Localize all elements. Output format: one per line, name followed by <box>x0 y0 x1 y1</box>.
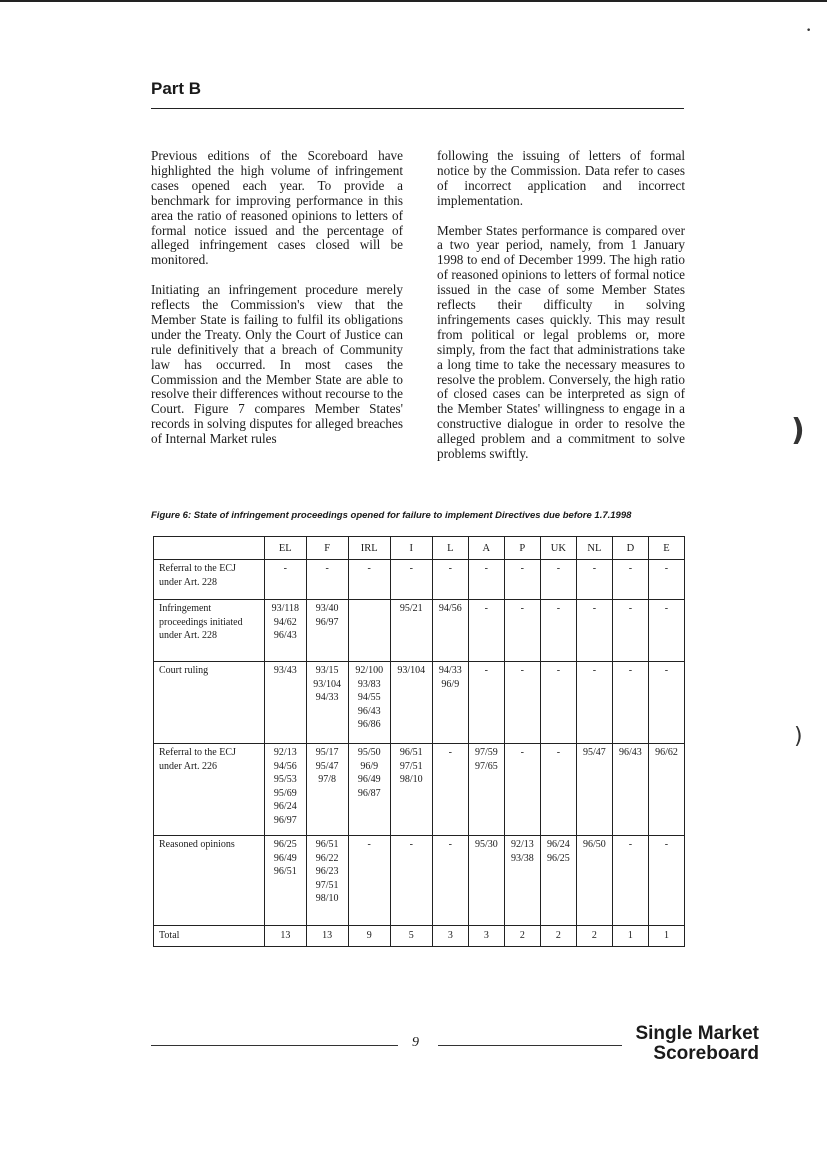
header-corner-cell <box>154 537 265 560</box>
case-number: 93/15 <box>315 665 339 676</box>
case-number: - <box>520 665 525 676</box>
case-number: 95/47 <box>315 760 339 772</box>
case-number: 96/9 <box>360 760 379 772</box>
scan-binding-mark: ) <box>791 413 805 448</box>
table-cell <box>265 926 307 947</box>
table-cell <box>648 600 684 662</box>
case-number: - <box>520 747 525 758</box>
case-number: 97/51 <box>315 879 339 891</box>
table-cell <box>265 836 307 926</box>
case-number: 93/104 <box>397 665 426 676</box>
case-number: 97/65 <box>474 760 498 772</box>
case-number: - <box>484 603 488 614</box>
infringement-table <box>153 536 685 947</box>
heading-divider <box>151 108 684 109</box>
case-number: - <box>556 747 561 758</box>
table-cell <box>265 560 307 600</box>
table-cell <box>540 662 576 744</box>
table-cell <box>306 662 348 744</box>
case-number: - <box>664 563 669 574</box>
table-row <box>154 926 685 947</box>
case-number: 93/104 <box>313 678 342 690</box>
column-header: IRL <box>348 537 390 560</box>
column-header: L <box>432 537 468 560</box>
table-cell <box>504 560 540 600</box>
table-cell <box>265 662 307 744</box>
table-cell <box>468 744 504 836</box>
table-cell <box>576 926 612 947</box>
case-number: 5 <box>408 930 414 942</box>
table-cell <box>432 600 468 662</box>
table-cell <box>612 560 648 600</box>
table-cell <box>612 836 648 926</box>
case-number: 13 <box>280 930 291 942</box>
table-cell <box>432 560 468 600</box>
case-number: - <box>556 665 561 676</box>
case-number: 96/22 <box>315 852 339 864</box>
column-header: EL <box>265 537 307 560</box>
case-number: 96/43 <box>273 630 297 641</box>
case-number: 2 <box>555 930 561 942</box>
case-number: - <box>556 563 561 574</box>
case-number: - <box>448 563 452 574</box>
case-number: - <box>628 603 633 614</box>
table-cell <box>504 662 540 744</box>
case-number: 95/53 <box>273 774 297 785</box>
case-number: 95/50 <box>357 747 381 758</box>
table-cell <box>576 600 612 662</box>
case-number: 2 <box>591 930 597 942</box>
case-number: 96/97 <box>273 814 297 826</box>
column-header: D <box>612 537 648 560</box>
case-number: - <box>520 603 525 614</box>
table-cell <box>348 600 390 662</box>
table-cell <box>390 926 432 947</box>
column-header: F <box>306 537 348 560</box>
case-number: 95/21 <box>399 603 423 614</box>
row-label: Referral to the ECJ under Art. 228 <box>154 560 265 600</box>
case-number: - <box>367 839 371 850</box>
case-number: 98/10 <box>399 774 423 785</box>
case-number: 93/83 <box>357 678 381 690</box>
case-number: 96/62 <box>655 747 678 758</box>
table-cell <box>540 744 576 836</box>
case-number: 95/47 <box>582 747 606 758</box>
case-number: - <box>664 665 669 676</box>
case-number: 98/10 <box>315 893 339 904</box>
case-number: 13 <box>322 930 333 942</box>
case-number: 93/40 <box>315 603 339 614</box>
table-cell <box>348 744 390 836</box>
table-cell <box>306 926 348 947</box>
column-header: P <box>504 537 540 560</box>
case-number: 96/25 <box>546 852 570 864</box>
case-number: 96/51 <box>399 747 423 758</box>
case-number: 93/118 <box>271 603 300 614</box>
table-cell <box>432 662 468 744</box>
table-cell <box>468 560 504 600</box>
table-cell <box>576 744 612 836</box>
case-number: - <box>592 603 597 614</box>
case-number: 94/33 <box>315 692 339 703</box>
case-number: 96/51 <box>315 839 339 850</box>
table-cell <box>612 926 648 947</box>
table-cell <box>540 926 576 947</box>
case-number: 97/8 <box>318 774 337 785</box>
brand-line: Single Market <box>635 1023 759 1044</box>
table-cell <box>306 836 348 926</box>
case-number: - <box>283 563 287 574</box>
row-label: Total <box>154 926 265 947</box>
case-number: - <box>484 665 488 676</box>
publication-brand <box>635 1024 759 1064</box>
case-number: 94/56 <box>273 760 297 772</box>
case-number: 1 <box>663 930 669 942</box>
case-number: 96/43 <box>357 705 381 717</box>
table-row <box>154 600 685 662</box>
scan-top-border <box>0 0 827 6</box>
case-number: - <box>556 603 561 614</box>
table-cell <box>468 926 504 947</box>
case-number: - <box>367 563 371 574</box>
case-number: - <box>628 839 633 850</box>
brand-line: Scoreboard <box>653 1043 759 1064</box>
table-row <box>154 560 685 600</box>
case-number: 94/55 <box>357 692 381 703</box>
case-number: 96/97 <box>315 616 339 628</box>
paragraph: Initiating an infringement procedure merely reflects the Commission's view that the Member State is failing to fulfil its obligations under the Treaty. Only the Court of Justice can rule definitively that a breach of Community law has occurred. In most cases the Commission and the Member State are able to resolve their differences without recourse to the Court. Figure 7 compares Member States' records in solving disputes for alleged breaches of Internal Market rules <box>151 282 403 447</box>
case-number: 96/86 <box>357 719 381 730</box>
paragraph: following the issuing of letters of formal notice by the Commission. Data refer to cases of incorrect application and incorrect implementation. <box>437 148 685 208</box>
table-cell <box>265 600 307 662</box>
table-cell <box>390 600 432 662</box>
table-cell <box>504 600 540 662</box>
case-number: 92/100 <box>355 665 384 676</box>
case-number: 96/49 <box>357 774 381 785</box>
section-heading: Part B <box>151 79 202 98</box>
table-cell <box>504 744 540 836</box>
table-cell <box>612 744 648 836</box>
case-number: 9 <box>366 930 372 942</box>
table-cell <box>390 560 432 600</box>
table-cell <box>432 744 468 836</box>
table-cell <box>648 744 684 836</box>
case-number: - <box>592 665 597 676</box>
table-cell <box>390 836 432 926</box>
table-cell <box>432 926 468 947</box>
case-number: 93/43 <box>273 665 297 676</box>
table-cell <box>348 662 390 744</box>
table-cell <box>348 926 390 947</box>
case-number: - <box>409 563 413 574</box>
case-number: 97/59 <box>474 747 498 758</box>
case-number: 96/23 <box>315 866 339 877</box>
case-number: - <box>409 839 413 850</box>
case-number: 94/62 <box>273 616 297 628</box>
row-label: Reasoned opinions <box>154 836 265 926</box>
row-label: Court ruling <box>154 662 265 744</box>
text-column-right <box>437 149 685 477</box>
case-number: 95/69 <box>273 787 297 799</box>
case-number: 96/49 <box>273 852 297 864</box>
table-cell <box>540 560 576 600</box>
column-header: NL <box>576 537 612 560</box>
table-cell <box>348 560 390 600</box>
case-number: 2 <box>519 930 525 942</box>
case-number: - <box>448 839 452 850</box>
table-cell <box>540 836 576 926</box>
table-cell <box>504 926 540 947</box>
case-number: - <box>628 563 633 574</box>
case-number: 96/50 <box>582 839 606 850</box>
case-number: 96/51 <box>273 866 297 877</box>
row-label: Infringement proceedings initiated under Art. 228 <box>154 600 265 662</box>
table-row <box>154 662 685 744</box>
case-number: 94/56 <box>438 603 462 614</box>
table-cell <box>648 560 684 600</box>
row-label: Referral to the ECJ under Art. 226 <box>154 744 265 836</box>
case-number: 96/87 <box>357 787 381 799</box>
case-number: 92/13 <box>510 839 534 850</box>
column-header: UK <box>540 537 576 560</box>
case-number: 94/33 <box>438 665 462 676</box>
table-cell <box>612 662 648 744</box>
case-number: - <box>664 839 669 850</box>
paragraph: Member States performance is compared over a two year period, namely, from 1 January 1998 to end of December 1999. The high ratio of reasoned opinions to letters of formal notice issued in the case of some Member States reflects their difficulty in solving infringements cases quickly. This may result from political or legal problems or, more simply, from the fact that administrations take a long time to take the necessary measures to resolve the problem. Conversely, the high ratio of closed cases can be interpreted as sign of the Member States' willingness to engage in a constructive dialogue in order to resolve the alleged problem and a commitment to solve problems swiftly. <box>437 222 685 462</box>
table-cell <box>576 662 612 744</box>
scan-binding-mark-2: ) <box>794 724 803 749</box>
footer-rule-right <box>438 1045 622 1046</box>
column-header: I <box>390 537 432 560</box>
figure-caption: Figure 6: State of infringement proceedings opened for failure to implement Directives due before 1.7.1998 <box>151 510 632 521</box>
table-cell <box>390 744 432 836</box>
case-number: 1 <box>627 930 633 942</box>
text-column-left <box>151 149 403 462</box>
case-number: 93/38 <box>510 852 534 864</box>
case-number: 96/9 <box>441 678 460 690</box>
column-header: A <box>468 537 504 560</box>
case-number: 3 <box>483 930 489 942</box>
case-number: - <box>592 563 597 574</box>
page-number: 9 <box>412 1035 419 1050</box>
table-cell <box>648 662 684 744</box>
table-cell <box>648 926 684 947</box>
table-cell <box>265 744 307 836</box>
table-cell <box>648 836 684 926</box>
table-cell <box>306 600 348 662</box>
paragraph: Previous editions of the Scoreboard have highlighted the high volume of infringement cases opened each year. To provide a benchmark for improving performance in this area the ratio of reasoned opinions to letters of formal notice issued and the percentage of alleged infringement cases closed will be monitored. <box>151 148 403 268</box>
table-row <box>154 744 685 836</box>
table-cell <box>468 662 504 744</box>
case-number: - <box>448 747 452 758</box>
table-cell <box>306 560 348 600</box>
table-header-row <box>154 537 685 560</box>
column-header: E <box>648 537 684 560</box>
case-number: 96/24 <box>546 839 570 850</box>
case-number: 96/43 <box>619 747 642 758</box>
case-number: - <box>664 603 669 614</box>
table-cell <box>468 836 504 926</box>
case-number: 92/13 <box>273 747 297 758</box>
table-cell <box>504 836 540 926</box>
scan-speck: • <box>806 26 812 36</box>
table-cell <box>390 662 432 744</box>
table-cell <box>306 744 348 836</box>
table-cell <box>576 836 612 926</box>
case-number: - <box>520 563 525 574</box>
table-cell <box>540 600 576 662</box>
case-number: - <box>484 563 488 574</box>
case-number: - <box>628 665 633 676</box>
case-number: 3 <box>447 930 453 942</box>
case-number: 96/25 <box>273 839 297 850</box>
table-cell <box>468 600 504 662</box>
case-number: 96/24 <box>273 801 297 812</box>
table-cell <box>612 600 648 662</box>
table-cell <box>576 560 612 600</box>
case-number: 95/17 <box>315 747 339 758</box>
table-row <box>154 836 685 926</box>
footer-rule-left <box>151 1045 398 1046</box>
case-number: 97/51 <box>399 760 423 772</box>
case-number: - <box>325 563 329 574</box>
table-cell <box>348 836 390 926</box>
case-number: 95/30 <box>474 839 498 850</box>
table-cell <box>432 836 468 926</box>
